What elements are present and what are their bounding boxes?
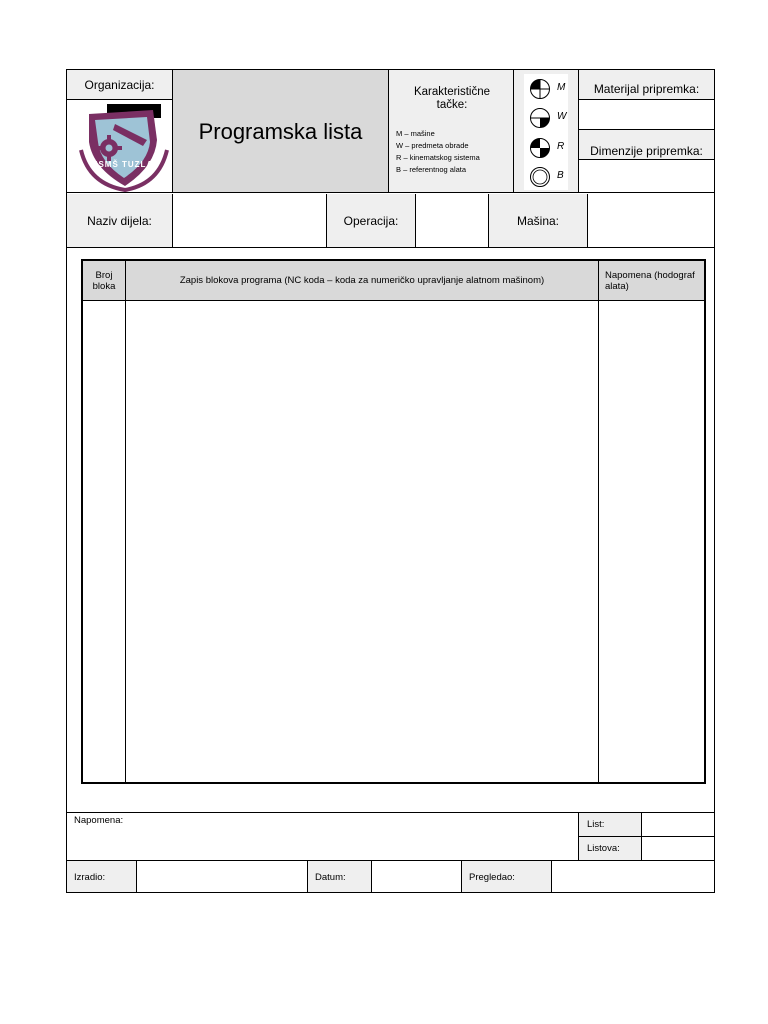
block-number-column[interactable] [83,301,126,782]
column-header-block-number: Broj bloka [83,261,126,301]
reviewed-label: Pregledao: [462,861,552,892]
program-code-column[interactable] [126,301,599,782]
dimensions-field[interactable] [579,160,714,193]
sheet-field[interactable] [642,813,714,837]
dimensions-label: Dimenzije pripremka: [579,130,714,160]
workpiece-zero-icon [529,107,551,129]
tool-reference-icon [529,166,551,188]
material-field[interactable] [579,100,714,130]
legend-item-m: M – mašine [396,129,435,138]
symbol-w-label: W [557,111,567,122]
header-divider [67,192,714,193]
date-label: Datum: [308,861,372,892]
machine-label: Mašina: [489,194,588,247]
legend-item-r: R – kinematskog sistema [396,153,480,162]
characteristic-points-heading: Karakteristične tačke: [413,86,491,111]
note-label: Napomena: [74,815,124,826]
logo-cell [67,100,173,193]
note-column[interactable] [599,301,704,782]
symbol-r-label: R [557,141,565,152]
legend-item-b: B – referentnog alata [396,165,467,174]
part-name-field[interactable] [173,194,327,247]
column-header-note: Napomena (hodograf alata) [599,261,704,301]
made-by-field[interactable] [137,861,308,892]
school-logo [67,100,173,193]
note-field[interactable] [67,813,579,860]
program-table [81,259,706,784]
date-field[interactable] [372,861,462,892]
made-by-label: Izradio: [67,861,137,892]
sheet-label: List: [579,813,642,837]
symbol-m-label: M [557,82,566,93]
symbol-b-label: B [557,170,564,181]
page-title: Programska lista [173,70,389,193]
column-header-program-code: Zapis blokova programa (NC koda – koda za numeričko upravljanje alatnom mašinom) [126,261,599,301]
characteristic-points-cell [389,70,514,193]
characteristic-points-legend [396,128,511,176]
sheets-field[interactable] [642,837,714,860]
part-row-divider [67,247,714,248]
sheets-label: Listova: [579,837,642,860]
reference-point-icon [529,137,551,159]
organization-label: Organizacija: [67,70,173,100]
operation-field[interactable] [416,194,489,247]
legend-item-w: W – predmeta obrade [396,141,469,150]
reviewed-field[interactable] [552,861,714,892]
part-name-label: Naziv dijela: [67,194,173,247]
operation-label: Operacija: [327,194,416,247]
logo-text: MSMŠ TUZLA [90,160,154,169]
symbols-cell [514,70,579,193]
machine-zero-icon [529,78,551,100]
material-label: Materijal pripremka: [579,70,714,100]
machine-field[interactable] [588,194,714,247]
